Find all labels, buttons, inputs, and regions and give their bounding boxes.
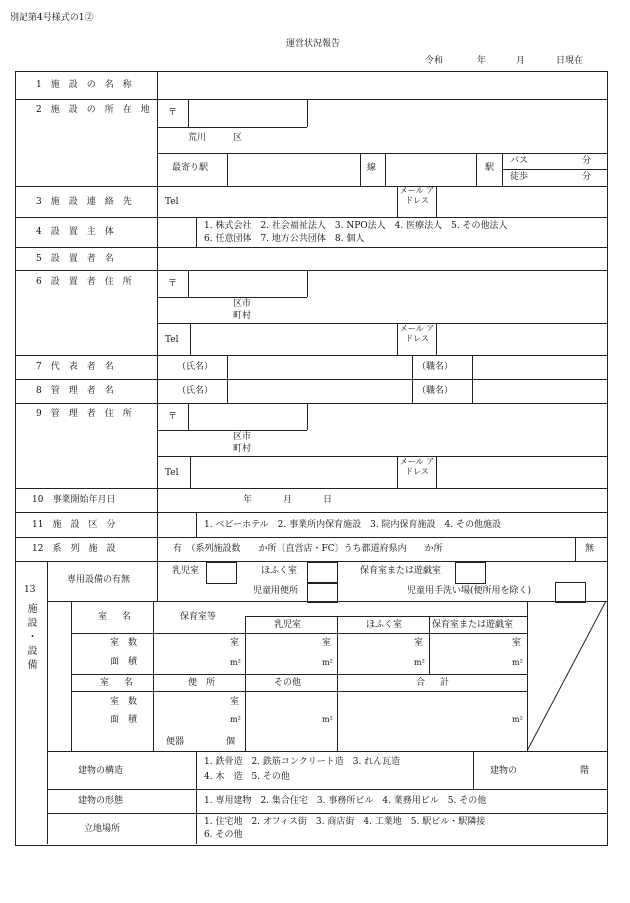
founder-postal-field[interactable] — [191, 273, 305, 295]
representative-title-field[interactable] — [475, 357, 604, 377]
label-representative: 7 代 表 者 名 — [36, 362, 114, 372]
room-count-label-2: 室 数 — [110, 697, 138, 707]
location-options-2: 6. その他 — [204, 830, 243, 840]
toilet-header: 便 所 — [188, 678, 216, 688]
child-toilet-label: 児童用便所 — [253, 586, 299, 596]
date-month: 月 — [516, 56, 526, 66]
nursing-room-check[interactable] — [206, 562, 237, 584]
structure-options-2: 4. 木 造 5. その他 — [204, 772, 290, 782]
room-name-header-2: 室 名 — [100, 678, 137, 688]
label-facility-address: 2 施 設 の 所 在 地 — [36, 105, 150, 115]
station-label: 駅 — [485, 163, 495, 173]
founder-tel-field[interactable] — [193, 326, 395, 353]
founder-type-options-1: 1. 株式会社 2. 社会福祉法人 3. NPO法人 4. 医療法人 5. その他法人 — [204, 221, 508, 231]
station-name-field[interactable] — [388, 156, 474, 184]
toilet-seats-unit: 個 — [226, 737, 236, 747]
building-form-label: 建物の形態 — [78, 796, 124, 806]
manager-name-field[interactable] — [230, 381, 410, 401]
label-manager-address: 9 管 理 者 住 所 — [36, 409, 132, 419]
unit-area: m² — [512, 658, 523, 667]
unit-area: m² — [414, 658, 425, 667]
equip-presence-label: 専用設備の有無 — [67, 575, 131, 585]
facility-name-field[interactable] — [160, 73, 604, 98]
structure-options-1: 1. 鉄骨造 2. 鉄筋コンクリート造 3. れん瓦造 — [204, 757, 401, 767]
founder-mail-label: メール アドレス — [399, 324, 435, 343]
unit-area: m² — [322, 715, 333, 724]
building-form-options: 1. 専用建物 2. 集合住宅 3. 事務所ビル 4. 業務用ビル 5. その他 — [204, 796, 487, 806]
manager-cho-son: 町村 — [233, 444, 252, 454]
facility-postal-field[interactable] — [191, 102, 305, 125]
founder-postal-mark: 〒 — [168, 279, 178, 289]
representative-name-field[interactable] — [230, 357, 410, 377]
unit-room: 室 — [512, 638, 522, 648]
founder-name-field[interactable] — [160, 249, 604, 268]
unit-area: m² — [230, 715, 241, 724]
page-title: 運営状況報告 — [286, 39, 341, 49]
facility-mail-label: メール アドレス — [399, 186, 435, 205]
diagonal-slash — [527, 601, 607, 751]
childcare-rooms-header: 保育室等 — [180, 612, 217, 622]
label-founder-name: 5 設 置 者 名 — [36, 254, 114, 264]
founder-cho-son: 町村 — [233, 311, 252, 321]
crawl-room-label: ほふく室 — [261, 566, 298, 576]
form-number: 別記第4号様式の1② — [10, 13, 94, 23]
child-wash-label: 児童用手洗い場(便所用を除く) — [407, 586, 532, 596]
structure-label: 建物の構造 — [78, 766, 124, 776]
location-label: 立地場所 — [84, 824, 121, 834]
label-facility-name: 1 施 設 の 名 称 — [36, 80, 132, 90]
affiliated-none: 無 — [585, 544, 595, 554]
bus-minutes-unit: 分 — [582, 156, 592, 166]
total-header: 合 計 — [416, 678, 453, 688]
facility-tel-label: Tel — [165, 197, 179, 207]
label-facility-contact: 3 施 設 連 絡 先 — [36, 197, 132, 207]
start-date-month: 月 — [283, 495, 293, 505]
facility-postal-mark: 〒 — [168, 108, 178, 118]
play-room-label: 保育室または遊戯室 — [360, 566, 442, 576]
manager-tel-label: Tel — [165, 468, 179, 478]
building-floors-label: 建物の — [490, 766, 518, 776]
founder-ku-shi: 区市 — [233, 299, 252, 309]
location-options-1: 1. 住宅地 2. オフィス街 3. 商店街 4. 工業地 5. 駅ビル・駅隣接 — [204, 817, 486, 827]
affiliated-facilities-text: 有 （系列施設数 か所〔直営店・FC〕うち都道府県内 か所 — [173, 544, 443, 554]
unit-room: 室 — [322, 638, 332, 648]
facility-tel-field[interactable] — [190, 188, 395, 215]
manager-postal-field[interactable] — [191, 406, 305, 428]
unit-room: 室 — [230, 697, 240, 707]
facility-ward: 荒川 区 — [188, 133, 243, 143]
play-room-check[interactable] — [455, 562, 486, 584]
nursing-room-header: 乳児室 — [274, 620, 302, 630]
bus-label: バス — [510, 156, 529, 166]
manager-tel-field[interactable] — [193, 459, 395, 486]
founder-type-options-2: 6. 任意団体 7. 地方公共団体 8. 個人 — [204, 234, 365, 244]
walk-label: 徒歩 — [510, 172, 529, 182]
date-era: 令和 — [425, 56, 444, 66]
unit-area: m² — [322, 658, 333, 667]
manager-postal-mark: 〒 — [168, 412, 178, 422]
crawl-room-header: ほふく室 — [366, 620, 403, 630]
label-founder-address: 6 設 置 者 住 所 — [36, 277, 132, 287]
start-date-day: 日 — [323, 495, 333, 505]
toilet-seats-label: 便器 — [166, 737, 185, 747]
representative-name-label: （氏名） — [177, 362, 214, 372]
facility-category-options: 1. ベビーホテル 2. 事業所内保育施設 3. 院内保育施設 4. その他施設 — [204, 520, 501, 530]
founder-mail-field[interactable] — [439, 326, 604, 353]
start-date-year: 年 — [243, 495, 253, 505]
other-header: その他 — [274, 678, 302, 688]
label-start-date: 10 事業開始年月日 — [32, 495, 116, 505]
representative-title-label: （職名） — [417, 362, 454, 372]
crawl-room-check[interactable] — [307, 562, 338, 584]
room-area-label-2: 面 積 — [110, 715, 138, 725]
label-affiliated-facilities: 12 系 列 施 設 — [32, 544, 116, 554]
nearest-station-label: 最寄り駅 — [172, 163, 209, 173]
facility-mail-field[interactable] — [439, 188, 604, 215]
walk-minutes-unit: 分 — [582, 172, 592, 182]
manager-mail-field[interactable] — [439, 459, 604, 486]
child-toilet-check[interactable] — [307, 582, 338, 603]
manager-title-field[interactable] — [475, 381, 604, 401]
child-wash-check[interactable] — [555, 582, 586, 603]
play-room-header: 保育室または遊戯室 — [432, 620, 514, 630]
line-label: 線 — [367, 163, 377, 173]
unit-area: m² — [230, 658, 241, 667]
building-floors-unit: 階 — [580, 766, 590, 776]
date-year: 年 — [477, 56, 487, 66]
nursing-room-label: 乳児室 — [172, 566, 200, 576]
room-area-label-1: 面 積 — [110, 657, 138, 667]
manager-mail-label: メール アドレス — [399, 457, 435, 476]
unit-room: 室 — [414, 638, 424, 648]
label-13-text: 施設・設備 — [25, 603, 36, 673]
label-13-number: 13 — [24, 585, 36, 595]
unit-room: 室 — [230, 638, 240, 648]
line-name-field[interactable] — [230, 156, 358, 184]
founder-tel-label: Tel — [165, 335, 179, 345]
manager-name-label: （氏名） — [177, 386, 214, 396]
label-founder-type: 4 設 置 主 体 — [36, 227, 114, 237]
manager-ku-shi: 区市 — [233, 432, 252, 442]
room-name-header-1: 室 名 — [98, 612, 135, 622]
label-manager: 8 管 理 者 名 — [36, 386, 114, 396]
room-count-label-1: 室 数 — [110, 638, 138, 648]
label-facility-category: 11 施 設 区 分 — [32, 520, 116, 530]
unit-area: m² — [512, 715, 523, 724]
date-suffix: 日現在 — [556, 56, 584, 66]
manager-title-label: （職名） — [417, 386, 454, 396]
